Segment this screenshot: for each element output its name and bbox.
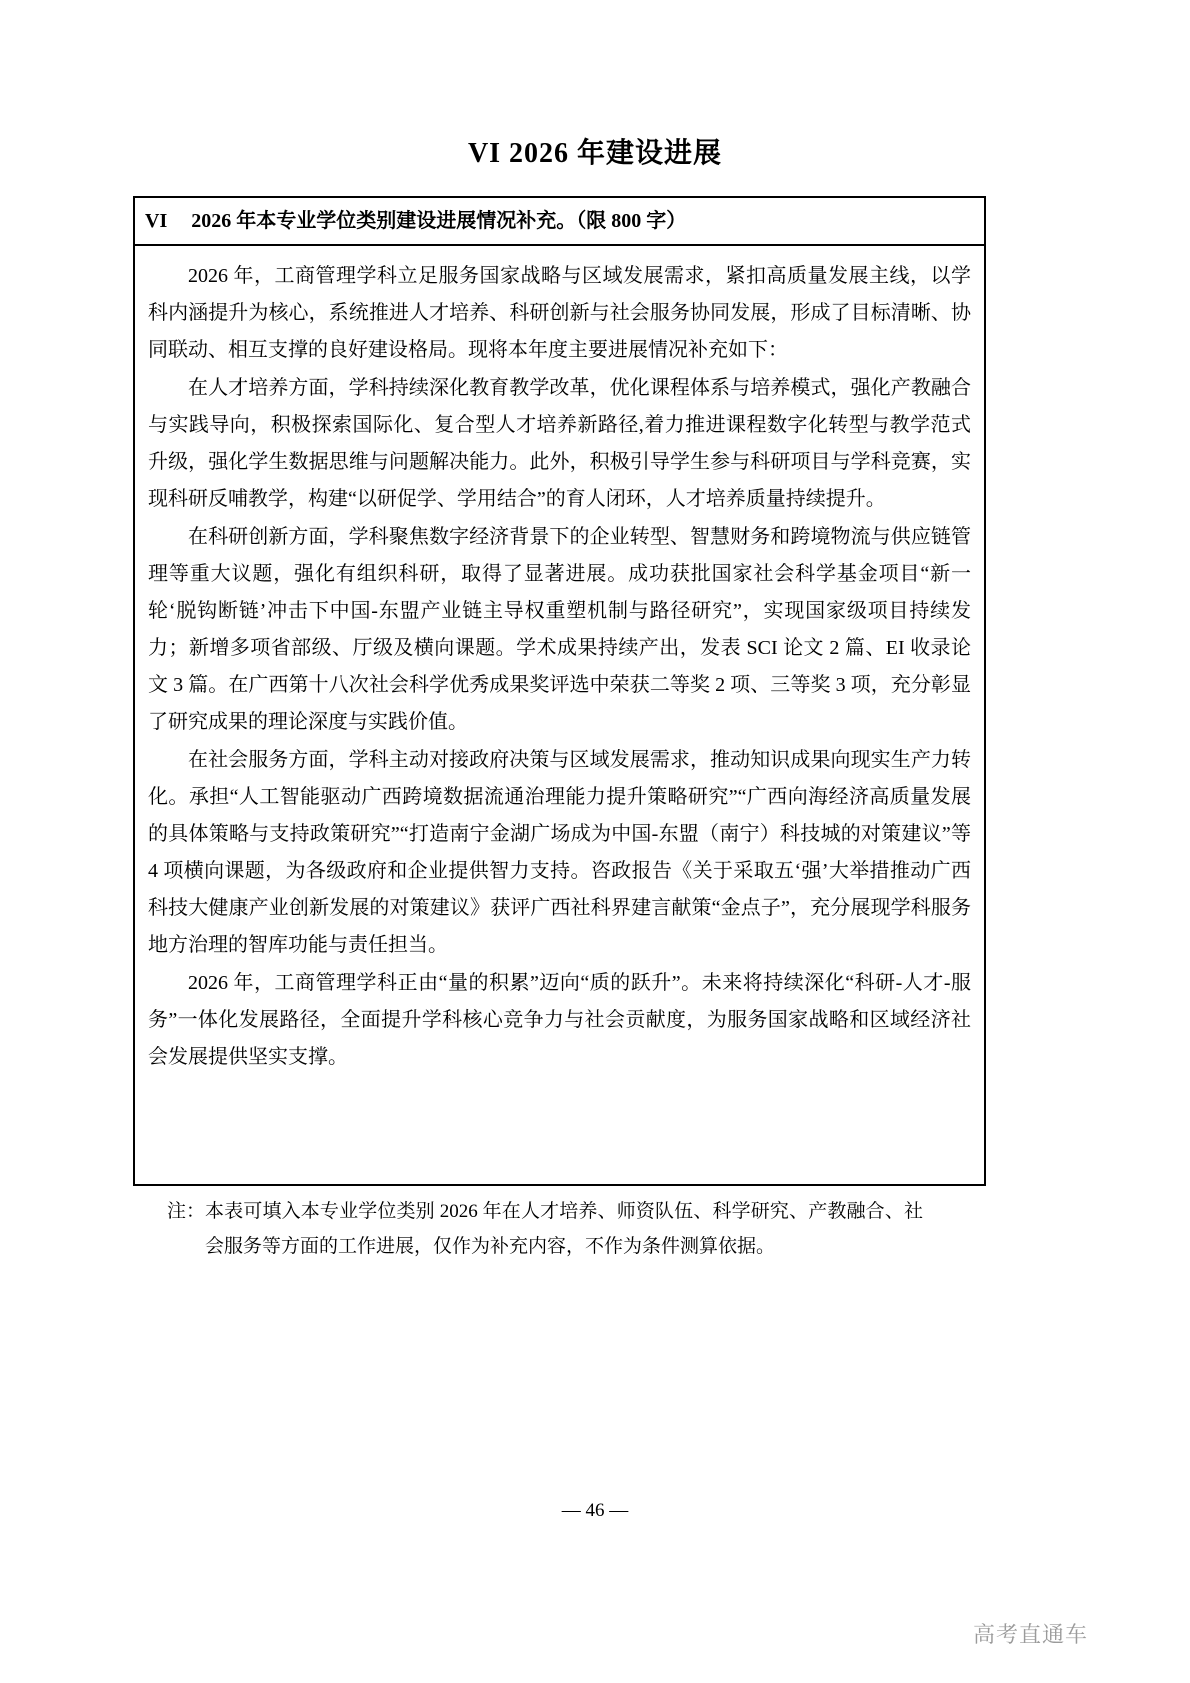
progress-form-box [133, 196, 986, 1186]
paragraph-talent-cultivation: 在人才培养方面，学科持续深化教育教学改革，优化课程体系与培养模式，强化产教融合与实践导向，积极探索国际化、复合型人才培养新路径,着力推进课程数字化转型与教学范式升级，强化学生数据思维与问题解决能力。此外，积极引导学生参与科研项目与学科竞赛，实现科研反哺教学，构建“以研促学、学用结合”的育人闭环，人才培养质量持续提升。 [148, 377, 971, 510]
form-header-row [135, 198, 984, 246]
paragraph-social-service: 在社会服务方面，学科主动对接政府决策与区域发展需求，推动知识成果向现实生产力转化。承担“人工智能驱动广西跨境数据流通治理能力提升策略研究”“广西向海经济高质量发展的具体策略与支持政策研究”“打造南宁金湖广场成为中国-东盟（南宁）科技城的对策建议”等 4 项横向课题，为各级政府和企业提供智力支持。咨政报告《关于采取五‘强’大举措推动广西科技大健康产业创新发展的对策建议》获评广西社科界建言献策“金点子”，充分展现学科服务地方治理的智库功能与责任担当。 [148, 749, 971, 956]
footnote-label: 注： [167, 1201, 206, 1222]
section-number: VI [145, 210, 168, 232]
page-title: VI 2026 年建设进展 [467, 138, 723, 169]
footnote-text: 本表可填入本专业学位类别 2026 年在人才培养、师资队伍、科学研究、产教融合、社会服务等方面的工作进展，仅作为补充内容，不作为条件测算依据。 [205, 1201, 923, 1257]
page-number: — 46 — [561, 1500, 629, 1521]
form-body [135, 246, 984, 1076]
paragraph-overview: 2026 年，工商管理学科立足服务国家战略与区域发展需求，紧扣高质量发展主线，以学科内涵提升为核心，系统推进人才培养、科研创新与社会服务协同发展，形成了目标清晰、协同联动、相互支撑的良好建设格局。现将本年度主要进展情况补充如下： [148, 265, 971, 361]
watermark: 高考直通车 [972, 1622, 1088, 1647]
footnote [167, 1194, 923, 1264]
paragraph-research-innovation: 在科研创新方面，学科聚焦数字经济背景下的企业转型、智慧财务和跨境物流与供应链管理等重大议题，强化有组织科研，取得了显著进展。成功获批国家社会科学基金项目“新一轮‘脱钩断链’冲击下中国-东盟产业链主导权重塑机制与路径研究”，实现国家级项目持续发力；新增多项省部级、厅级及横向课题。学术成果持续产出，发表 SCI 论文 2 篇、EI 收录论文 3 篇。在广西第十八次社会科学优秀成果奖评选中荣获二等奖 2 项、三等奖 3 项，充分彰显了研究成果的理论深度与实践价值。 [148, 526, 971, 733]
paragraph-outlook: 2026 年，工商管理学科正由“量的积累”迈向“质的跃升”。未来将持续深化“科研-人才-服务”一体化发展路径，全面提升学科核心竞争力与社会贡献度，为服务国家战略和区域经济社会发展提供坚实支撑。 [148, 972, 971, 1068]
section-heading: 2026 年本专业学位类别建设进展情况补充。（限 800 字） [191, 210, 687, 232]
